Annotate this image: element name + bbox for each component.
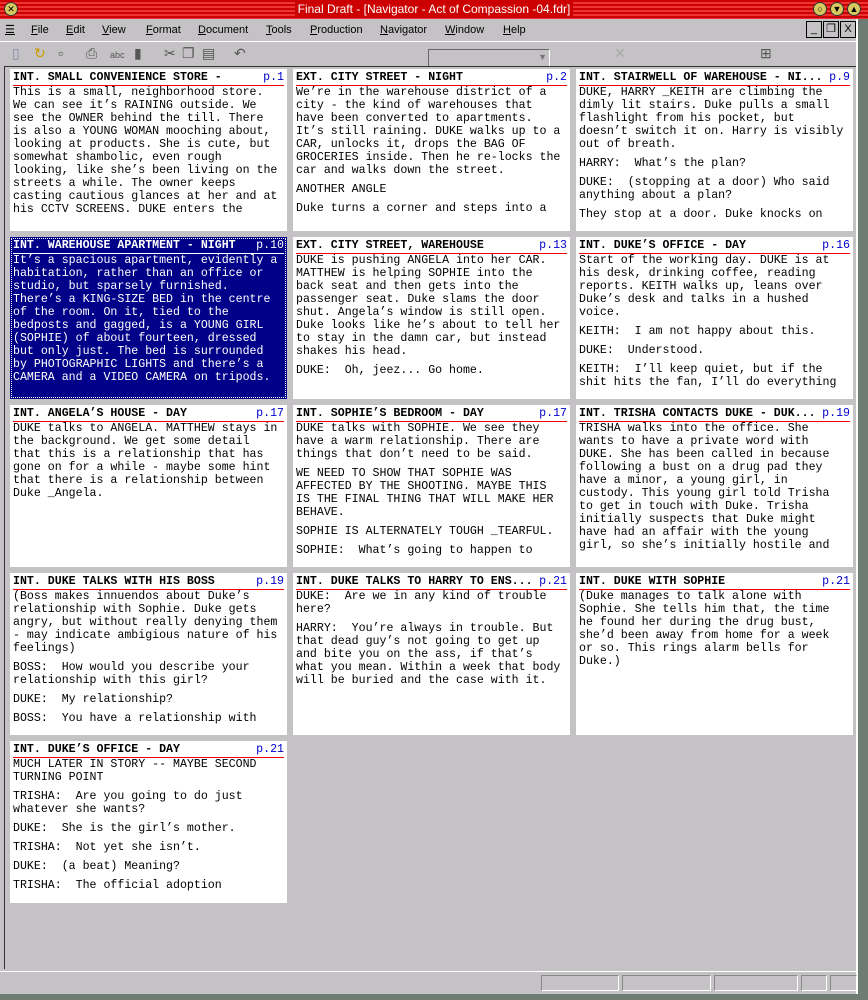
scene-summary: [579, 590, 850, 668]
scene-heading-row: [579, 407, 850, 422]
status-pane: [541, 975, 619, 991]
scene-card[interactable]: [293, 237, 570, 399]
scene-heading-row: [296, 71, 567, 86]
scene-heading: INT. DUKE TALKS TO HARRY TO ENS...: [296, 575, 533, 588]
scene-heading: INT. SOPHIE’S BEDROOM - DAY: [296, 407, 484, 420]
maximize-button[interactable]: ▲: [847, 2, 861, 16]
menu-production[interactable]: Production: [310, 24, 363, 36]
status-bar: [0, 971, 858, 991]
summary-paragraph: DUKE: (a beat) Meaning?: [13, 860, 180, 873]
menu-tools[interactable]: Tools: [266, 24, 292, 36]
scene-heading-row: [296, 407, 567, 422]
scene-heading: INT. DUKE’S OFFICE - DAY: [579, 239, 746, 252]
menu-window[interactable]: Window: [445, 24, 485, 36]
status-pane: [830, 975, 857, 991]
scene-heading: INT. WAREHOUSE APARTMENT - NIGHT: [13, 239, 236, 252]
doc-close-button[interactable]: X: [840, 21, 856, 38]
scene-summary: [579, 254, 850, 389]
page-number: p.16: [822, 239, 850, 252]
minimize-button[interactable]: ▼: [830, 2, 844, 16]
scene-summary: [296, 590, 567, 687]
summary-paragraph: SOPHIE IS ALTERNATELY TOUGH _TEARFUL.: [296, 525, 554, 538]
scene-heading-row: [13, 239, 284, 254]
open-icon[interactable]: ↻: [34, 45, 46, 61]
summary-paragraph: DUKE: Oh, jeez... Go home.: [296, 364, 484, 377]
scene-summary: [579, 86, 850, 221]
scene-heading-row: [13, 71, 284, 86]
scene-heading: INT. DUKE WITH SOPHIE: [579, 575, 726, 588]
summary-paragraph: This is a small, neighborhood store. We can see it’s RAINING outside. We see the OWNER behind the till. There is also a YOUNG WOMAN mooching about, looking at products. She is cute, but somewhat shambolic, even rough looking, like she’s been living on the streets a while. The owner keeps casting cautious glances at her and at his CCTV SCREENS. DUKE enters the: [13, 86, 285, 216]
page-number: p.1: [263, 71, 284, 84]
copy-icon[interactable]: ❐: [182, 45, 195, 61]
scene-card[interactable]: [576, 573, 853, 735]
scene-card[interactable]: [10, 237, 287, 399]
new-document-icon[interactable]: ▯: [12, 45, 20, 61]
summary-paragraph: DUKE talks to ANGELA. MATTHEW stays in the background. We get some detail that this is a relationship that has gone on for a while - maybe some hint that there is a relationship between Duke _Angela.: [13, 422, 285, 500]
status-pane: [714, 975, 798, 991]
summary-paragraph: TRISHA: Not yet she isn’t.: [13, 841, 201, 854]
shade-icon[interactable]: ○: [813, 2, 827, 16]
page-number: p.21: [822, 575, 850, 588]
menu-help[interactable]: Help: [503, 24, 526, 36]
scene-card[interactable]: [576, 237, 853, 399]
summary-paragraph: TRISHA: Are you going to do just whatever she wants?: [13, 790, 250, 816]
scene-heading: INT. STAIRWELL OF WAREHOUSE - NI...: [579, 71, 823, 84]
page-number: p.21: [539, 575, 567, 588]
scene-heading: EXT. CITY STREET - NIGHT: [296, 71, 463, 84]
summary-paragraph: It’s a spacious apartment, evidently a habitation, rather than an office or studio, but sparsely furnished. There’s a KING-SIZE BED in the centre of the room. On it, tied to the bedposts and gagged, is a YOUNG GIRL (SOPHIE) of about fourteen, dressed but only just. The bed is surrounded by PHOTOGRAPHIC LIGHTS and there’s a CAMERA and a VIDEO CAMERA on tripods.: [13, 254, 285, 384]
summary-paragraph: TRISHA walks into the office. She wants to have a private word with DUKE. She has been called in because following a bust on a drug pad they have a minor, a young girl, in custody. This young girl told Trisha to get in touch with Duke. Trisha initially suspects that Duke might have had an affair with the young girl, so she’s initially hostile and: [579, 422, 837, 552]
scene-heading: INT. ANGELA’S HOUSE - DAY: [13, 407, 187, 420]
menu-document[interactable]: Document: [198, 24, 249, 36]
page-number: p.13: [539, 239, 567, 252]
scene-heading: INT. SMALL CONVENIENCE STORE -: [13, 71, 222, 84]
status-pane: [801, 975, 827, 991]
spellcheck-icon[interactable]: abc: [110, 50, 125, 60]
summary-paragraph: TRISHA: The official adoption: [13, 879, 222, 892]
scene-summary: [579, 422, 850, 552]
scene-card[interactable]: [10, 69, 287, 231]
close-window-button[interactable]: ✕: [4, 2, 18, 16]
menu-file[interactable]: File: [31, 24, 49, 36]
summary-paragraph: DUKE: Are we in any kind of trouble here?: [296, 590, 554, 616]
doc-restore-button[interactable]: ❐: [823, 21, 839, 38]
summary-paragraph: DUKE: Understood.: [579, 344, 705, 357]
scene-card[interactable]: [10, 573, 287, 735]
scene-heading-row: [13, 575, 284, 590]
undo-icon[interactable]: ↶: [234, 45, 246, 61]
scene-card[interactable]: [576, 405, 853, 567]
app-menu-icon[interactable]: ☰: [5, 24, 15, 36]
scene-heading-row: [13, 407, 284, 422]
paste-icon[interactable]: ▤: [202, 45, 216, 61]
window-title: Final Draft - [Navigator - Act of Compassion -04.fdr]: [295, 2, 574, 16]
scene-heading: INT. DUKE’S OFFICE - DAY: [13, 743, 180, 756]
title-bar: [0, 0, 868, 19]
menu-bar: [0, 20, 858, 40]
scene-heading-row: [579, 71, 850, 86]
scene-card[interactable]: [576, 69, 853, 231]
scene-summary: [13, 758, 284, 892]
insert-card-icon[interactable]: ⊞: [760, 45, 772, 61]
summary-paragraph: (Duke manages to talk alone with Sophie. She tells him that, the time he found her during the drug bust, she’d been away from home for a week or so. This rings alarm bells for Duke.): [579, 590, 837, 668]
summary-paragraph: HARRY: You’re always in trouble. But that dead guy’s not going to get up and bite you on the ass, if that’s what you mean. Within a week that body will be buried and the case with it.: [296, 622, 568, 687]
summary-paragraph: Duke turns a corner and steps into a: [296, 202, 547, 215]
element-dropdown[interactable]: [428, 49, 550, 67]
scene-heading-row: [296, 575, 567, 590]
menu-format[interactable]: Format: [146, 24, 181, 36]
status-pane: [622, 975, 711, 991]
summary-paragraph: BOSS: How would you describe your relationship with this girl?: [13, 661, 257, 687]
summary-paragraph: DUKE: My relationship?: [13, 693, 174, 706]
scene-summary: [13, 86, 284, 216]
scene-heading: EXT. CITY STREET, WAREHOUSE: [296, 239, 484, 252]
doc-minimize-button[interactable]: _: [806, 21, 822, 38]
summary-paragraph: HARRY: What’s the plan?: [579, 157, 746, 170]
scene-summary: [13, 254, 284, 384]
summary-paragraph: MUCH LATER IN STORY -- MAYBE SECOND TURNING POINT: [13, 758, 264, 784]
print-icon[interactable]: ⎙: [86, 45, 98, 61]
summary-paragraph: (Boss makes innuendos about Duke’s relationship with Sophie. Duke gets angry, but without really denying them - may indicate ambigious nature of his feelings): [13, 590, 285, 655]
menu-view[interactable]: View: [102, 24, 126, 36]
summary-paragraph: BOSS: You have a relationship with: [13, 712, 257, 725]
page-number: p.21: [256, 743, 284, 756]
scene-heading-row: [579, 239, 850, 254]
summary-paragraph: DUKE: (stopping at a door) Who said anything about a plan?: [579, 176, 837, 202]
summary-paragraph: SOPHIE: What’s going to happen to: [296, 544, 533, 557]
scene-card[interactable]: [10, 741, 287, 903]
scene-summary: [296, 422, 567, 557]
scene-card[interactable]: [10, 405, 287, 567]
scene-summary: [296, 86, 567, 215]
summary-paragraph: DUKE, HARRY _KEITH are climbing the dimly lit stairs. Duke pulls a small flashlight from his pocket, but doesn’t switch it on. Harry is visibly out of breath.: [579, 86, 851, 151]
delete-icon[interactable]: ✕: [614, 45, 626, 61]
scene-heading-row: [296, 239, 567, 254]
scene-heading-row: [13, 743, 284, 758]
summary-paragraph: DUKE: She is the girl’s mother.: [13, 822, 236, 835]
scene-summary: [13, 422, 284, 500]
page-number: p.17: [539, 407, 567, 420]
scene-heading: INT. DUKE TALKS WITH HIS BOSS: [13, 575, 215, 588]
page-number: p.2: [546, 71, 567, 84]
page-number: p.19: [256, 575, 284, 588]
summary-paragraph: KEITH: I am not happy about this.: [579, 325, 816, 338]
navigator-index-cards: [4, 66, 856, 969]
scene-card[interactable]: [293, 573, 570, 735]
summary-paragraph: Start of the working day. DUKE is at his desk, drinking coffee, reading reports. KEITH walks up, leans over Duke’s desk and talks in a hushed voice.: [579, 254, 837, 319]
save-icon[interactable]: ▫: [58, 45, 63, 61]
summary-paragraph: DUKE is pushing ANGELA into her CAR. MATTHEW is helping SOPHIE into the back seat and then gets into the passenger seat. Duke slams the door shut. Angela’s window is still open. Duke looks like he’s about to tell her to stay in the damn car, but instead shakes his head.: [296, 254, 568, 358]
scene-summary: [296, 254, 567, 377]
cut-icon[interactable]: ✂: [164, 45, 176, 61]
summary-paragraph: ANOTHER ANGLE: [296, 183, 387, 196]
menu-edit[interactable]: Edit: [66, 24, 85, 36]
scene-summary: [13, 590, 284, 725]
scene-heading-row: [579, 575, 850, 590]
summary-paragraph: DUKE talks with SOPHIE. We see they have a warm relationship. There are things that don’t need to be said.: [296, 422, 547, 461]
scene-heading: INT. TRISHA CONTACTS DUKE - DUK...: [579, 407, 816, 420]
scene-card[interactable]: [293, 69, 570, 231]
menu-navigator[interactable]: Navigator: [380, 24, 428, 36]
page-number: p.10: [256, 239, 284, 252]
page-number: p.17: [256, 407, 284, 420]
page-number: p.19: [822, 407, 850, 420]
chevron-down-icon: ▼: [538, 52, 547, 62]
page-number: p.9: [829, 71, 850, 84]
book-icon[interactable]: ▮: [134, 45, 142, 61]
summary-paragraph: We’re in the warehouse district of a city - the kind of warehouses that have been converted to apartments. It’s still raining. DUKE walks up to a CAR, unlocks it, drops the BAG OF GROCERIES inside. Then he re-locks the car and walks down the street.: [296, 86, 568, 177]
summary-paragraph: WE NEED TO SHOW THAT SOPHIE WAS AFFECTED BY THE SHOOTING. MAYBE THIS IS THE FINAL THING THAT WILL MAKE HER BEHAVE.: [296, 467, 561, 519]
summary-paragraph: KEITH: I’ll keep quiet, but if the shit hits the fan, I’ll do everything: [579, 363, 837, 389]
scene-card[interactable]: [293, 405, 570, 567]
summary-paragraph: They stop at a door. Duke knocks on: [579, 208, 823, 221]
